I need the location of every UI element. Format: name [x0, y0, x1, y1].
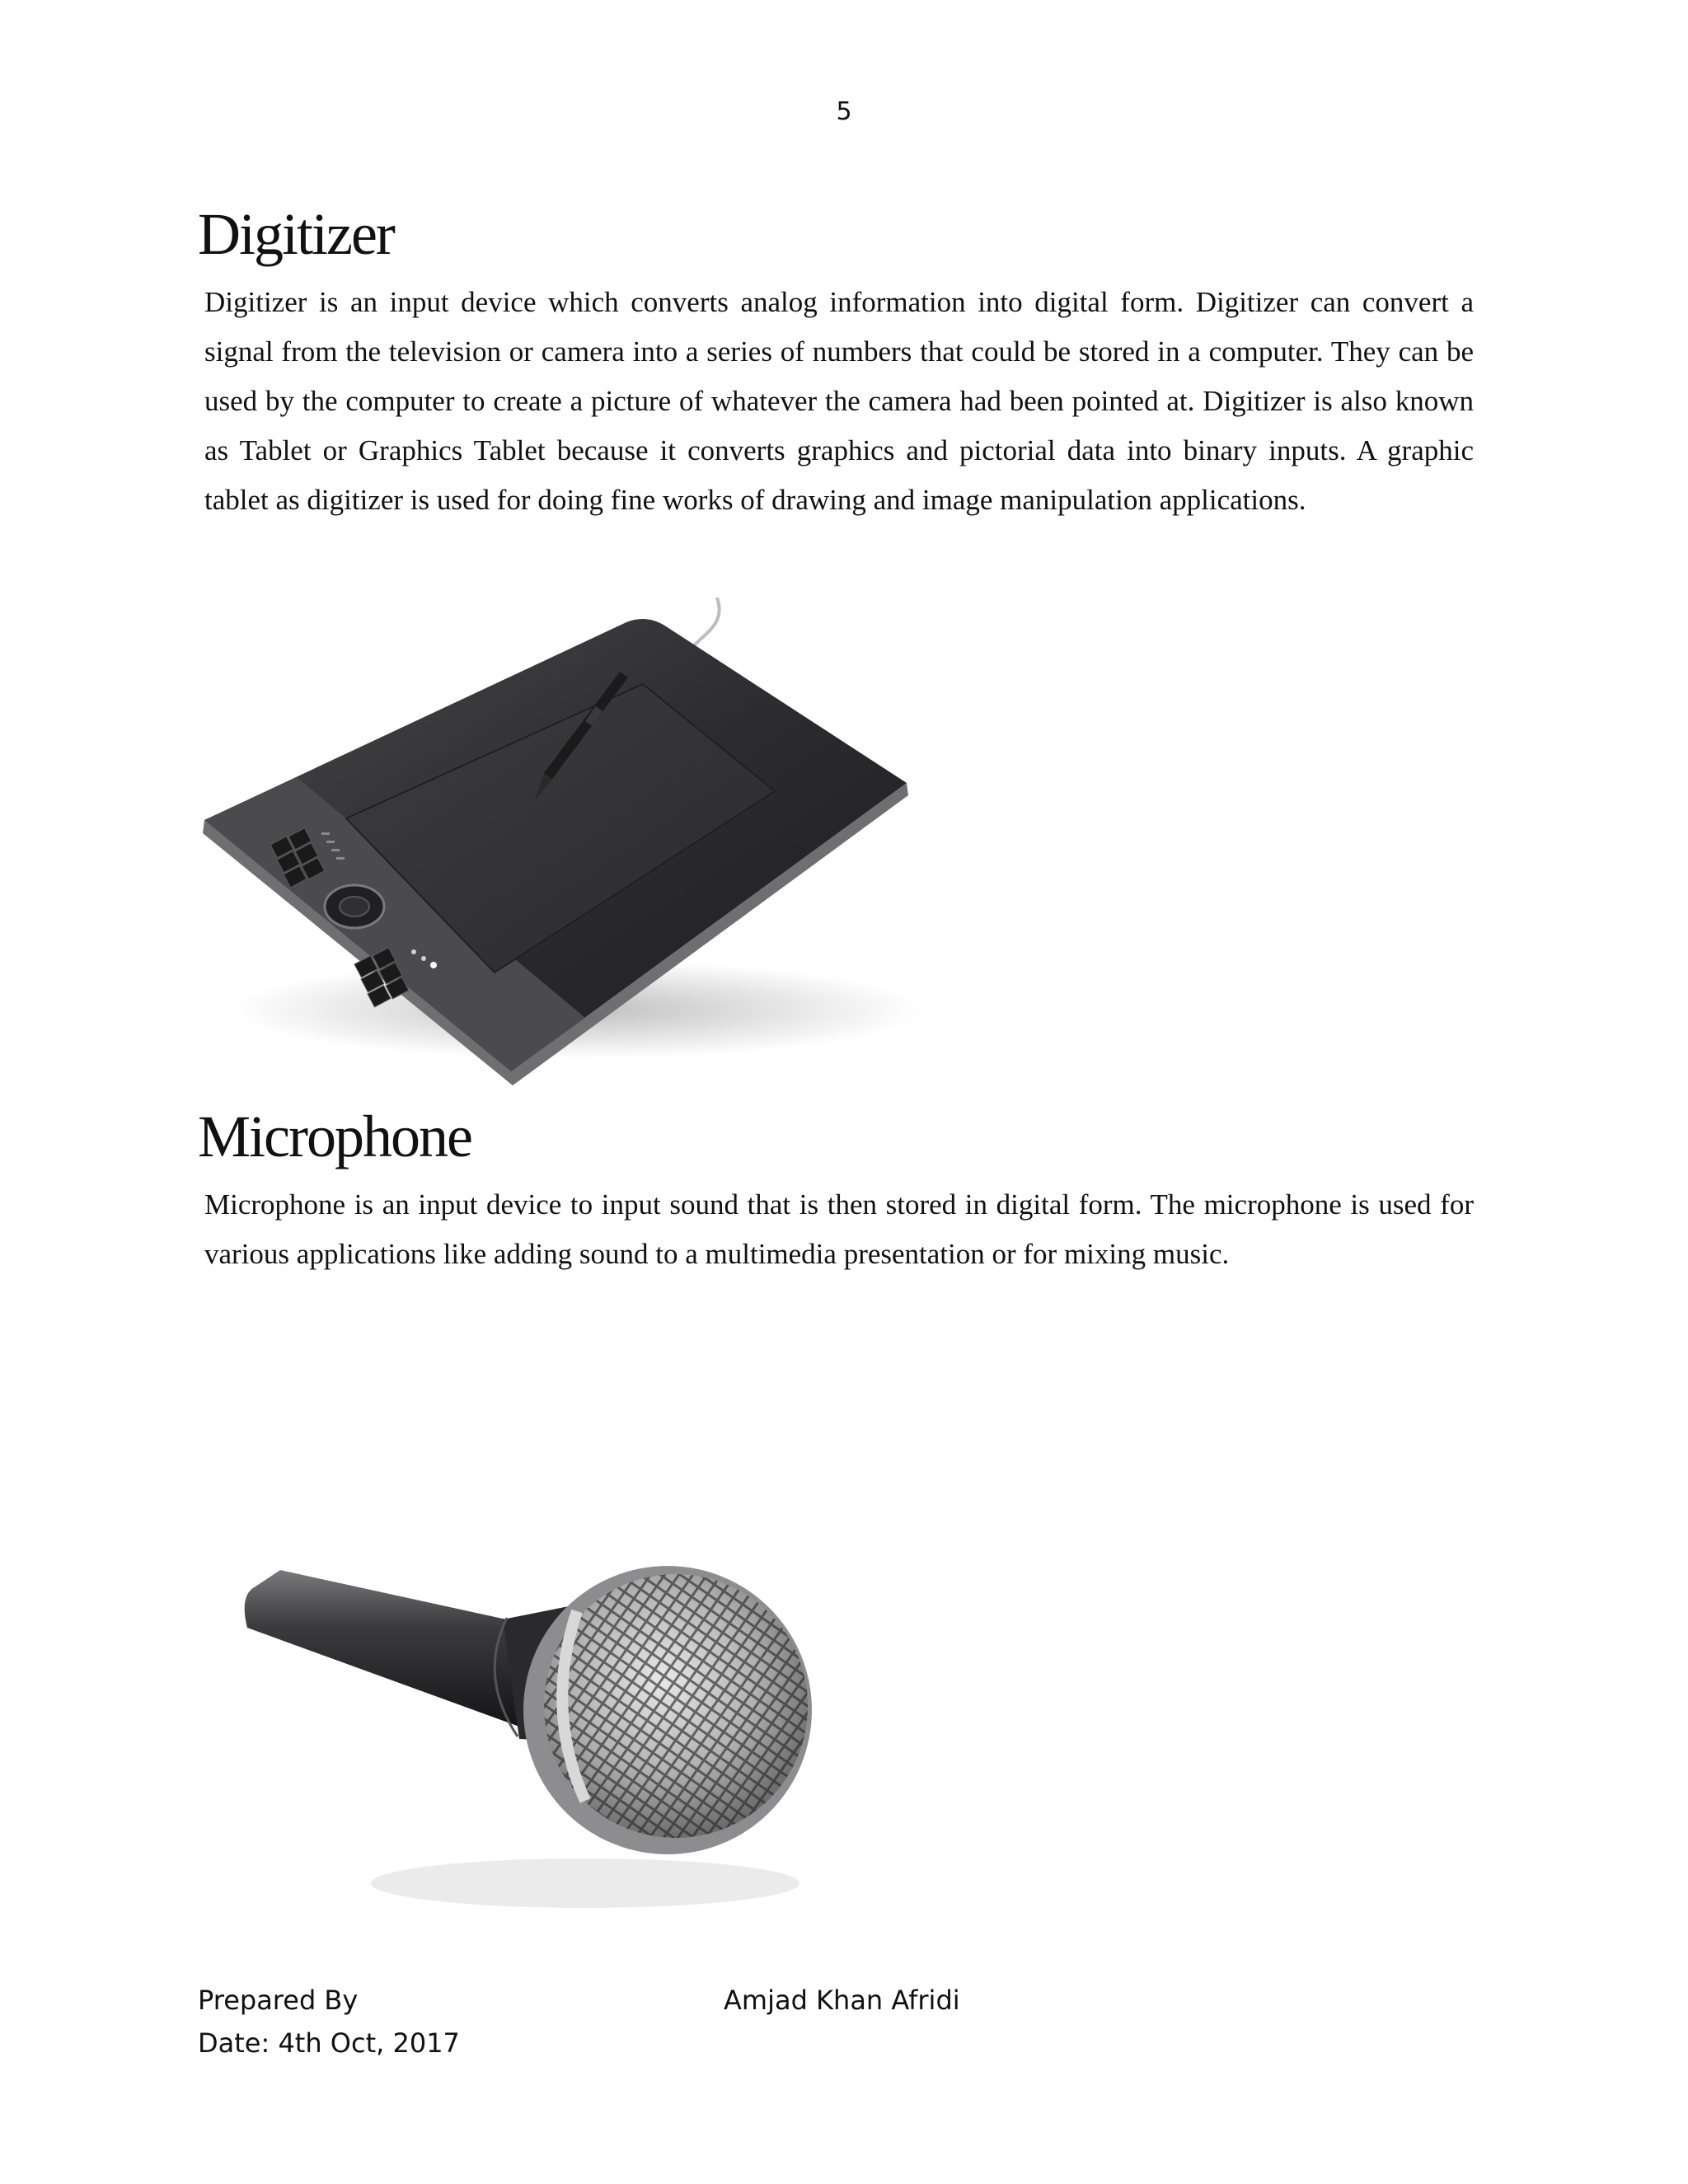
graphics-tablet-icon — [198, 598, 923, 1092]
footer-author: Amjad Khan Afridi — [724, 1985, 960, 2016]
footer-prepared-by: Prepared By — [198, 1985, 359, 2016]
microphone-paragraph: Microphone is an input device to input sound that is then stored in digital form. The microphone is used for various applications like adding sound to a multimedia presentation or for mixing music. — [204, 1188, 1474, 1270]
footer-date: Date: 4th Oct, 2017 — [198, 2027, 460, 2059]
digitizer-heading: Digitizer — [198, 201, 394, 267]
page-number: 5 — [836, 97, 852, 126]
digitizer-paragraph: Digitizer is an input device which converts analog information into digital form. Digitizer can convert a signal from the television or camera into a series of numbers that could be stored in a computer. They can be used by the computer to create a picture of whatever the camera had been pointed at. Digitizer is also known as Tablet or Graphics Tablet because it converts graphics and pictorial data into binary inputs. A graphic tablet as digitizer is used for doing fine works of drawing and image manipulation applications. — [204, 286, 1474, 516]
microphone-heading: Microphone — [198, 1104, 471, 1169]
microphone-icon — [231, 1521, 890, 1933]
